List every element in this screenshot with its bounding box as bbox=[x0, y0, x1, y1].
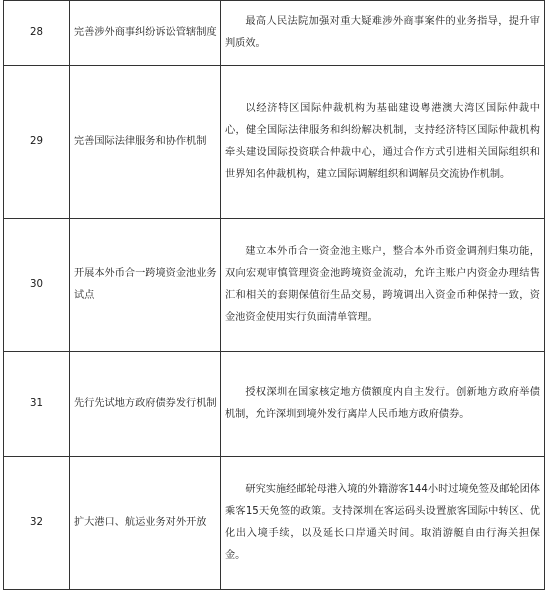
row-number: 30 bbox=[4, 219, 70, 352]
row-content: 建立本外币合一资金池主账户，整合本外币资金调剂归集功能，双向宏观审慎管理资金池跨境资金流动，允许主账户内资金办理结售汇和相关的套期保值衍生品交易，跨境调出入资金币种保持一致，资金池资金使用实行负面清单管理。 bbox=[221, 219, 545, 352]
table-row bbox=[4, 352, 545, 457]
row-number: 31 bbox=[4, 352, 70, 457]
row-content: 授权深圳在国家核定地方债额度内自主发行。创新地方政府举债机制，允许深圳到境外发行离岸人民币地方政府债券。 bbox=[221, 352, 545, 457]
policy-table bbox=[3, 0, 545, 590]
row-number: 29 bbox=[4, 66, 70, 219]
row-item: 扩大港口、航运业务对外开放 bbox=[70, 457, 221, 590]
table-row bbox=[4, 219, 545, 352]
table-row bbox=[4, 66, 545, 219]
table-row bbox=[4, 457, 545, 590]
row-item: 先行先试地方政府债券发行机制 bbox=[70, 352, 221, 457]
row-number: 28 bbox=[4, 1, 70, 66]
row-content: 以经济特区国际仲裁机构为基础建设粤港澳大湾区国际仲裁中心，健全国际法律服务和纠纷解决机制，支持经济特区国际仲裁机构牵头建设国际投资联合仲裁中心，通过合作方式引进相关国际组织和世界知名仲裁机构，建立国际调解组织和调解员交流协作机制。 bbox=[221, 66, 545, 219]
row-content: 最高人民法院加强对重大疑难涉外商事案件的业务指导，提升审判质效。 bbox=[221, 1, 545, 66]
row-number: 32 bbox=[4, 457, 70, 590]
row-item: 开展本外币合一跨境资金池业务试点 bbox=[70, 219, 221, 352]
row-content: 研究实施经邮轮母港入境的外籍游客144小时过境免签及邮轮团体乘客15天免签的政策。支持深圳在客运码头设置旅客国际中转区、优化出入境手续，以及延长口岸通关时间。取消游艇自由行海关担保金。 bbox=[221, 457, 545, 590]
table-row bbox=[4, 1, 545, 66]
row-item: 完善涉外商事纠纷诉讼管辖制度 bbox=[70, 1, 221, 66]
row-item: 完善国际法律服务和协作机制 bbox=[70, 66, 221, 219]
